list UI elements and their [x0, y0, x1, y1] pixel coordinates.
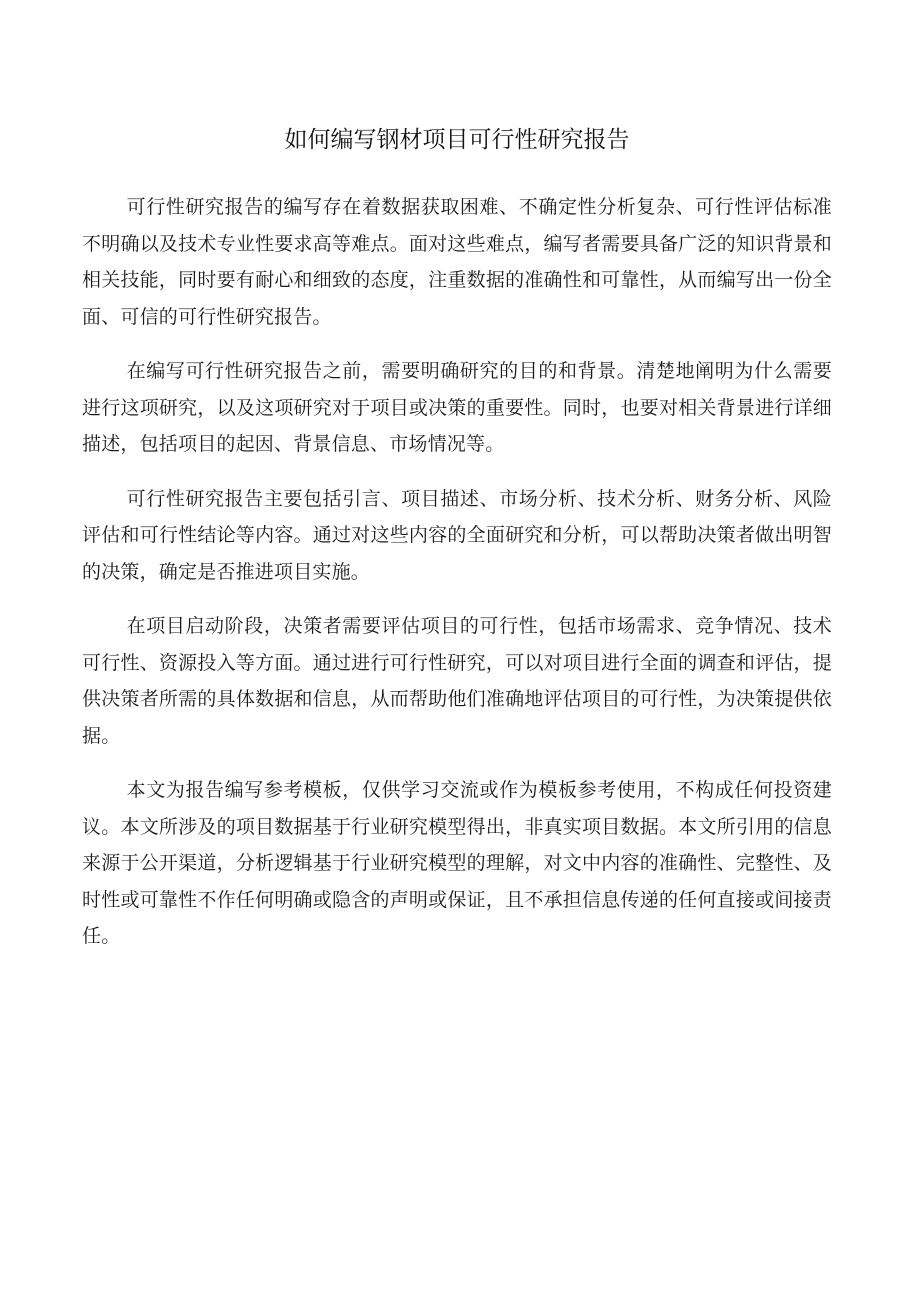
paragraph-contents: 可行性研究报告主要包括引言、项目描述、市场分析、技术分析、财务分析、风险评估和可行性结论等内容。通过对这些内容的全面研究和分析，可以帮助决策者做出明智的决策，确定是否推进项目实施。 [82, 487, 832, 583]
paragraph-difficulties: 可行性研究报告的编写存在着数据获取困难、不确定性分析复杂、可行性评估标准不明确以及技术专业性要求高等难点。面对这些难点，编写者需要具备广泛的知识背景和相关技能，同时要有耐心和细致的态度，注重数据的准确性和可靠性，从而编写出一份全面、可信的可行性研究报告。 [82, 196, 832, 328]
document-body [82, 189, 832, 955]
paragraph-purpose-background: 在编写可行性研究报告之前，需要明确研究的目的和背景。清楚地阐明为什么需要进行这项研究，以及这项研究对于项目或决策的重要性。同时，也要对相关背景进行详细描述，包括项目的起因、背景信息、市场情况等。 [82, 360, 832, 455]
paragraph-disclaimer: 本文为报告编写参考模板，仅供学习交流或作为模板参考使用，不构成任何投资建议。本文所涉及的项目数据基于行业研究模型得出，非真实项目数据。本文所引用的信息来源于公开渠道，分析逻辑基于行业研究模型的理解，对文中内容的准确性、完整性、及时性或可靠性不作任何明确或隐含的声明或保证，且不承担信息传递的任何直接或间接责任。 [82, 779, 832, 947]
document-title: 如何编写钢材项目可行性研究报告 [284, 127, 630, 153]
paragraph-project-start: 在项目启动阶段，决策者需要评估项目的可行性，包括市场需求、竞争情况、技术可行性、资源投入等方面。通过进行可行性研究，可以对项目进行全面的调查和评估，提供决策者所需的具体数据和信息，从而帮助他们准确地评估项目的可行性，为决策提供依据。 [82, 615, 832, 747]
